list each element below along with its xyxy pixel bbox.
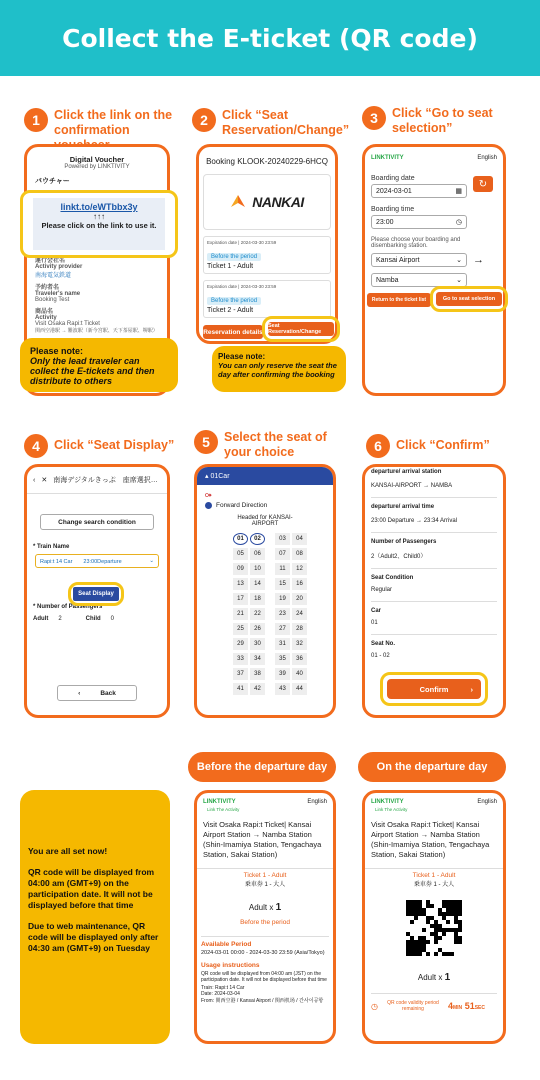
step-number: 2 [192, 108, 216, 132]
seat-23[interactable]: 23 [275, 608, 290, 620]
seat-32[interactable]: 32 [292, 638, 307, 650]
traveler-jp: 予約者名 [35, 285, 60, 291]
available-period-value: 2024-03-01 00:00 - 2024-03-30 23:59 (Asia/Tokyo) [201, 950, 325, 956]
aisle-spacer [267, 533, 273, 545]
seat-22[interactable]: 22 [250, 608, 265, 620]
seat-29[interactable]: 29 [233, 638, 248, 650]
condition-value: Regular [371, 587, 393, 593]
seat-39[interactable]: 39 [275, 668, 290, 680]
qr-code [406, 900, 462, 956]
ticket-title: Visit Osaka Rapi:t Ticket| Kansai Airport Station → Namba Station (Shin-Imamiya Station, Tengachaya Station, Sakai Station) [203, 820, 322, 859]
linktivity-logo: LINKTIVITY [371, 155, 404, 161]
phone-linktivity [362, 144, 506, 396]
voucher-link[interactable]: linkt.to/eWTbbx3y [60, 202, 138, 212]
seat-25[interactable]: 25 [233, 623, 248, 635]
seat-01[interactable]: 01 [233, 533, 248, 545]
provider-jp: 運行会社名 [35, 258, 66, 264]
minutes-label: MIN [453, 1005, 463, 1011]
seat-no-value: 01 - 02 [371, 653, 390, 659]
car-label: 01Car [210, 473, 230, 480]
step-label: Click “Confirm” [396, 438, 490, 452]
seat-14[interactable]: 14 [250, 578, 265, 590]
seat-no-label: Seat No. [371, 634, 497, 647]
arrow-right-icon: → [473, 254, 484, 266]
ticket-title: Visit Osaka Rapi:t Ticket| Kansai Airport Station → Namba Station (Shin-Imamiya Station, Tengachaya Station, Sakai Station) [371, 820, 490, 859]
seat-19[interactable]: 19 [275, 593, 290, 605]
step-number: 5 [194, 430, 218, 454]
seat-16[interactable]: 16 [292, 578, 307, 590]
car-value: 01 [371, 620, 378, 626]
boarding-time-field[interactable] [371, 215, 467, 229]
seat-34[interactable]: 34 [250, 653, 265, 665]
ticket-card-2[interactable] [203, 280, 331, 318]
step-number: 1 [24, 108, 48, 132]
step-3-title [362, 106, 522, 136]
seat-10[interactable]: 10 [250, 563, 265, 575]
aisle-spacer [267, 683, 273, 695]
validity-label: QR code validity period remaining [387, 1000, 439, 1012]
pill-on-departure: On the departure day [358, 752, 506, 782]
radio-selected-icon[interactable] [205, 502, 212, 509]
back-arrow-icon[interactable]: ‹ [33, 476, 36, 484]
arrows: ↑↑↑ [93, 212, 105, 221]
step-6-title [366, 434, 516, 458]
seat-15[interactable]: 15 [275, 578, 290, 590]
seat-42[interactable]: 42 [250, 683, 265, 695]
aisle-spacer [267, 593, 273, 605]
go-seat-highlight [430, 286, 508, 312]
car-header: ▴ 01Car [197, 467, 333, 485]
pill-before-departure: Before the departure day [188, 752, 336, 782]
activity-jp: 商品名 [35, 309, 54, 315]
train-value: Rapi:t 14 Car 23:00Departure [40, 559, 122, 565]
to-station-value: Namba [376, 276, 399, 284]
provider-label: Activity provider [35, 264, 83, 270]
available-period-title: Available Period [201, 936, 329, 948]
choose-stations-text: Please choose your boarding and disembarking station. [371, 237, 461, 249]
direction-label: Forward Direction [216, 502, 268, 509]
maintenance-info: Due to web maintenance, QR code will be displayed only after 04:30 am (GMT+9) on Tuesday [28, 921, 159, 953]
clock-icon: ◷ [371, 1001, 378, 1011]
voucher-label: バウチャー [35, 178, 70, 185]
seconds-value: 51 [464, 1001, 475, 1011]
aisle-spacer [267, 653, 273, 665]
calendar-icon: ▦ [455, 188, 462, 195]
language-selector[interactable]: English [477, 799, 497, 805]
headed-for: Headed for KANSAI-AIRPORT [237, 515, 293, 527]
linktivity-logo: LINKTIVITY [203, 799, 236, 805]
ticket-label: Ticket 1 - Adult [207, 263, 254, 270]
aisle-spacer [267, 608, 273, 620]
refresh-icon[interactable]: ↻ [473, 176, 493, 192]
seat-38[interactable]: 38 [250, 668, 265, 680]
page-title: Collect the E-ticket (QR code) [62, 23, 478, 53]
chevron-right-icon: › [470, 684, 473, 694]
close-icon[interactable]: ✕ [41, 477, 48, 484]
seat-31[interactable]: 31 [275, 638, 290, 650]
note-body: Only the lead traveler can collect the E-tickets and then distribute to others [30, 356, 155, 386]
aisle-spacer [267, 548, 273, 560]
seat-41[interactable]: 41 [233, 683, 248, 695]
seat-display-highlight [68, 582, 124, 606]
back-label: Back [100, 689, 116, 697]
step-number: 3 [362, 106, 386, 130]
date-info: Date: 2024-03-04 [201, 991, 240, 997]
chevron-down-icon: ⌄ [456, 257, 462, 264]
qr-module [458, 952, 462, 956]
train-info: Train: Rapi:t 14 Car [201, 985, 245, 991]
child-count[interactable]: 0 [110, 616, 115, 622]
note-lead-traveler [20, 338, 178, 392]
nankai-logo-icon [230, 194, 246, 210]
seat-display-button[interactable]: Seat Display [73, 587, 119, 601]
seat-37[interactable]: 37 [233, 668, 248, 680]
train-select[interactable] [35, 554, 159, 568]
seat-26[interactable]: 26 [250, 623, 265, 635]
passengers-label: Number of Passengers [371, 532, 497, 545]
usage-body: QR code will be displayed from 04:00 am (JST) on the participation date. It will not be displayed before that time [201, 971, 327, 983]
seat-44[interactable]: 44 [292, 683, 307, 695]
all-set-text: You are all set now! [28, 846, 108, 856]
language-selector[interactable]: English [477, 155, 497, 161]
seat-04[interactable]: 04 [292, 533, 307, 545]
confirm-button[interactable] [387, 679, 481, 699]
ticket-label-jp: 乗車券 1 - 大人 [244, 882, 286, 888]
seat-30[interactable]: 30 [250, 638, 265, 650]
aisle-spacer [267, 623, 273, 635]
activity-value-jp: 関西空港駅 → 難波駅（新今宮駅、天下茶屋駅、堺駅） [35, 328, 158, 334]
step-number: 6 [366, 434, 390, 458]
from-station-select[interactable] [371, 253, 467, 267]
passengers-label: * Number of Passengers [33, 604, 103, 610]
voucher-title: Digital Voucher [69, 155, 125, 164]
child-label: Child [85, 616, 101, 622]
step-label: Click “Seat Display” [54, 438, 175, 452]
return-ticket-list-button[interactable]: Return to the ticket list [367, 293, 431, 307]
expiration: Expiration date | 2024-03-30 23:59 [207, 240, 277, 245]
period-badge: Before the period [207, 253, 261, 261]
seat-18[interactable]: 18 [250, 593, 265, 605]
boarding-date-value: 2024-03-01 [376, 187, 412, 195]
step-label: Select the seat of your choice [224, 430, 327, 459]
seat-03[interactable]: 03 [275, 533, 290, 545]
confirm-highlight [380, 672, 488, 706]
change-search-button[interactable]: Change search condition [40, 514, 154, 530]
aisle-spacer [267, 668, 273, 680]
step-label: Click “Seat Reservation/Change” [222, 108, 350, 137]
note-reserve-day-after [212, 346, 346, 392]
seat-13[interactable]: 13 [233, 578, 248, 590]
from-station-value: Kansai Airport [376, 256, 420, 264]
wheelchair-icon: ⚩ [205, 491, 212, 500]
qr-display-info: QR code will be displayed from 04:00 am (GMT+9) on the participation date. It will not be displayed before that time [28, 867, 155, 910]
note-title: Please note: [218, 352, 266, 361]
step-4-title [24, 434, 184, 458]
seat-button-highlight [262, 316, 340, 342]
reservation-details-button[interactable]: Reservation details [203, 325, 263, 339]
seat-24[interactable]: 24 [292, 608, 307, 620]
seat-35[interactable]: 35 [275, 653, 290, 665]
condition-label: Seat Condition [371, 568, 497, 581]
chevron-left-icon: ‹ [78, 689, 81, 697]
step-label: Click “Go to seat selection” [392, 106, 493, 135]
linktivity-logo: LINKTIVITY [371, 799, 404, 805]
ticket-label-jp: 乗車券 1 - 大人 [413, 882, 455, 888]
seat-02[interactable]: 02 [250, 533, 265, 545]
usage-title: Usage instructions [201, 962, 260, 969]
step-number: 4 [24, 434, 48, 458]
phone-seatmap [194, 464, 336, 718]
booking-number: Booking KLOOK-20240229-6HCQ [206, 157, 328, 166]
dep-arr-label: departure/ arrival station [371, 469, 442, 475]
seat-27[interactable]: 27 [275, 623, 290, 635]
phone-booking [196, 144, 338, 344]
step-2-title [192, 108, 352, 138]
adult-label: Adult x [248, 903, 274, 912]
minutes-value: 4 [447, 1001, 453, 1011]
train-name-label: * Train Name [33, 544, 70, 550]
ticket-label: Ticket 1 - Adult [365, 868, 503, 879]
seat-40[interactable]: 40 [292, 668, 307, 680]
aisle-spacer [267, 563, 273, 575]
boarding-time-value: 23:00 [376, 218, 394, 226]
chevron-down-icon: ⌄ [456, 277, 462, 284]
adult-count: 1 [275, 902, 282, 913]
seat-05[interactable]: 05 [233, 548, 248, 560]
info-panel [20, 790, 170, 1044]
seat-33[interactable]: 33 [233, 653, 248, 665]
boarding-date-label: Boarding date [371, 175, 415, 182]
seat-21[interactable]: 21 [233, 608, 248, 620]
confirm-label: Confirm [419, 684, 449, 694]
header-banner [0, 0, 540, 76]
language-selector[interactable]: English [307, 799, 327, 805]
from-info: From: 関西空港 / Kansai Airport / 関西机场 / 간사이공항 [201, 998, 324, 1004]
seat-08[interactable]: 08 [292, 548, 307, 560]
adult-count[interactable]: 2 [58, 616, 62, 622]
seat-43[interactable]: 43 [275, 683, 290, 695]
seat-28[interactable]: 28 [292, 623, 307, 635]
seat-06[interactable]: 06 [250, 548, 265, 560]
note-body: You can only reserve the seat the day after confirming the booking [218, 361, 337, 379]
passengers-value: 2（Adult2、Child0） [371, 554, 427, 560]
traveler-label: Traveler's name [35, 291, 81, 297]
adult-label: Adult x [417, 973, 443, 982]
tagline: Link The Activity [375, 807, 408, 812]
activity-value: Visit Osaka Rapi:t Ticket [35, 321, 100, 327]
seat-07[interactable]: 07 [275, 548, 290, 560]
seat-11[interactable]: 11 [275, 563, 290, 575]
seat-09[interactable]: 09 [233, 563, 248, 575]
click-instruction: Please click on the link to use it. [41, 221, 157, 230]
seat-reservation-button[interactable]: Seat Reservation/Change [268, 322, 334, 336]
time-label: departure/ arrival time [371, 497, 497, 510]
chevron-down-icon: ⌄ [149, 558, 154, 564]
aisle-spacer [267, 578, 273, 590]
phone-ticket-before [194, 790, 336, 1044]
car-label: Car [371, 601, 497, 614]
ticket-label: Ticket 1 - Adult [197, 868, 333, 879]
aisle-spacer [267, 638, 273, 650]
brand-name: NANKAI [252, 194, 304, 210]
adult-count: 1 [444, 972, 451, 983]
traveler-value: Booking Test [35, 297, 70, 303]
link-highlight [20, 190, 178, 258]
tagline: Link The Activity [207, 807, 240, 812]
seconds-label: SEC [474, 1005, 485, 1011]
ticket-label: Ticket 2 - Adult [207, 307, 254, 314]
ticket-card-1[interactable] [203, 236, 331, 274]
activity-label: Activity [35, 315, 57, 321]
period-badge: Before the period [207, 297, 261, 305]
seat-20[interactable]: 20 [292, 593, 307, 605]
go-to-seat-selection-button[interactable]: Go to seat selection [436, 292, 502, 306]
provider-value: 南海電気鉄道 [35, 273, 72, 279]
powered-by: Powered by LINKTIVITY [64, 164, 130, 170]
app-header: 南海デジタルきっぷ 座席選択… [53, 477, 158, 484]
before-period: Before the period [240, 919, 290, 926]
seat-17[interactable]: 17 [233, 593, 248, 605]
expiration: Expiration date | 2024-03-30 23:59 [207, 284, 277, 289]
clock-icon: ◷ [455, 219, 462, 226]
brand-card [203, 174, 331, 230]
step-5-title [194, 430, 354, 460]
note-title: Please note: [30, 346, 84, 356]
seat-36[interactable]: 36 [292, 653, 307, 665]
to-station-select[interactable] [371, 273, 467, 287]
boarding-time-label: Boarding time [371, 206, 415, 213]
boarding-date-field[interactable] [371, 184, 467, 198]
seat-12[interactable]: 12 [292, 563, 307, 575]
phone-ticket-on-day [362, 790, 506, 1044]
back-button[interactable] [57, 685, 137, 701]
seat-grid [233, 533, 333, 695]
dep-arr-value: KANSAI-AIRPORT → NAMBA [371, 483, 453, 489]
time-value: 23:00 Departure → 23:34 Arrival [371, 518, 458, 524]
step-label: Click the link on the confirmation [54, 108, 173, 137]
adult-label: Adult [33, 616, 49, 622]
